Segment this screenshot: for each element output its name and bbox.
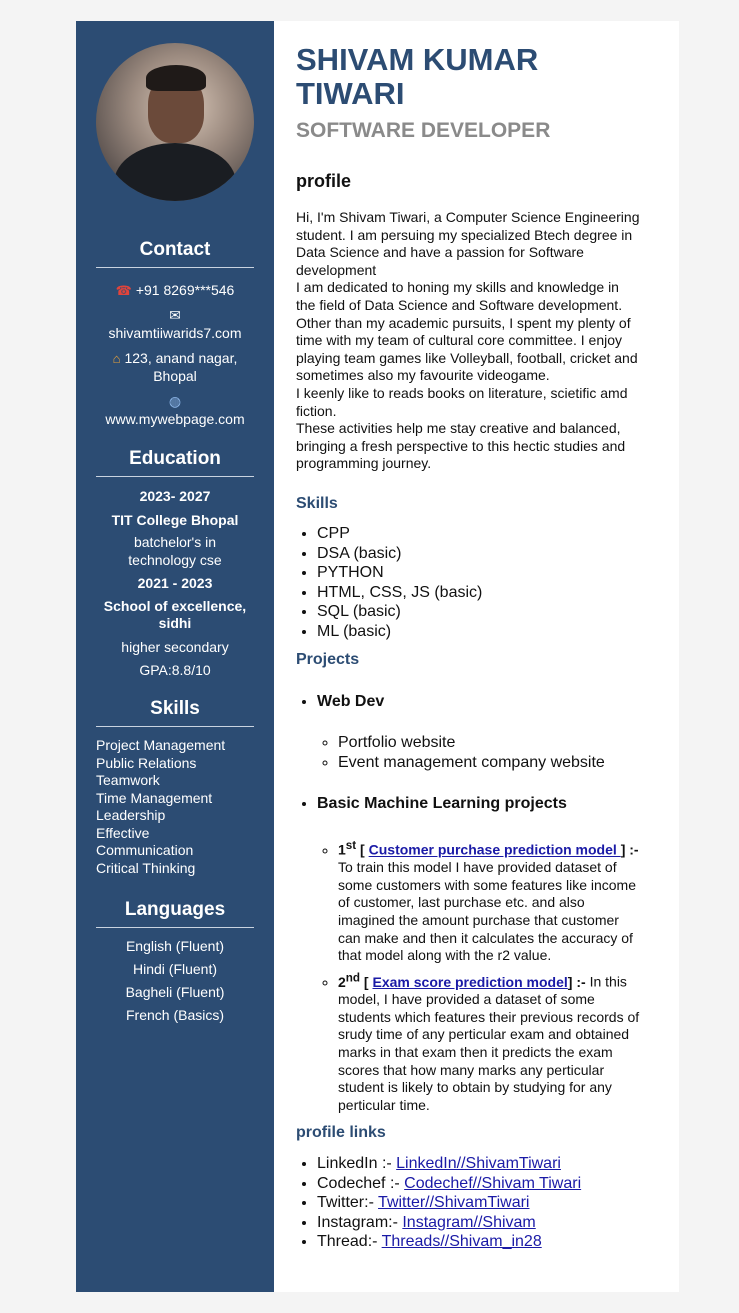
education-heading: Education [129, 448, 221, 469]
side-skill-item: Project Management [96, 737, 226, 753]
languages-heading: Languages [124, 899, 226, 920]
education-divider [96, 476, 254, 477]
side-skill-item: Effective [96, 824, 150, 841]
side-skill-item: Time Management [96, 789, 213, 806]
skill-item: • DSA (basic) [317, 544, 482, 564]
profile-text: Hi, I'm Shivam Tiwari, a Computer Science Engineering student. I am persuing my specialized Btech degree in Data Science and have a passion for Software development I am dedicated to honing my skills and knowledge in the field of Data Science and Software development. Other than my academic pursuits, I spent my plenty of time with my team of cultural core committee. I enjoy playing team games like Volleyball, football, cricket and sometimes also my favourite videogame. I keenly like to reads books on literature, scietific amd fiction. These activities help me stay creative and balanced, bringing a fresh perspective to this hectic studies and programming journey. [296, 209, 640, 472]
webdev-list [338, 733, 605, 772]
house-icon: ⌂ [112, 351, 121, 366]
threads-link[interactable]: Threads//Shivam_in28 [381, 1233, 542, 1250]
side-skills-heading: Skills [150, 698, 200, 719]
skill-item: • CPP [317, 524, 482, 544]
profile-link-item: • Thread:- Threads//Shivam_in28 [317, 1232, 581, 1252]
phone-icon: ☎ [115, 283, 132, 298]
profile-links-list [317, 1154, 581, 1252]
profile-links-heading: profile links [296, 1124, 386, 1141]
resume-page [76, 21, 679, 1292]
side-skill-item: Communication [96, 842, 194, 858]
ml-project-2-title: ◦ 2nd [ Exam score prediction model] :- In this [338, 971, 627, 990]
envelope-icon: ✉ [169, 307, 181, 323]
side-skills-list [96, 737, 261, 877]
edu-school-2a: School of excellence, [103, 598, 247, 614]
skill-item: • SQL (basic) [317, 602, 482, 622]
contact-email[interactable]: shivamtiiwarids7.com [108, 325, 242, 341]
full-name: SHIVAM KUMAR TIWARI [296, 42, 539, 111]
edu-school-2b: sidhi [158, 615, 192, 631]
project-group-title: • Basic Machine Learning projects [317, 795, 567, 813]
sidebar [76, 21, 274, 1292]
instagram-link[interactable]: Instagram//Shivam [402, 1213, 536, 1231]
webdev-item: ◦ Event management company website [338, 753, 605, 773]
edu-degree-1a: batchelor's in [133, 534, 217, 550]
language-item: Hindi (Fluent) [132, 961, 218, 977]
side-skills-divider [96, 726, 254, 727]
edu-gpa: GPA:8.8/10 [139, 662, 211, 678]
avatar-hair [146, 65, 206, 91]
language-item: Bagheli (Fluent) [125, 984, 225, 1000]
side-skill-item: Teamwork [96, 772, 160, 788]
twitter-link[interactable]: Twitter//ShivamTiwari [378, 1194, 530, 1211]
profile-link-item: • LinkedIn :- LinkedIn//ShivamTiwari [317, 1154, 581, 1174]
webdev-item: ◦ Portfolio website [338, 733, 605, 753]
contact-divider [96, 267, 254, 268]
edu-years-1: 2023- 2027 [139, 488, 211, 504]
projects-heading: Projects [296, 651, 360, 668]
language-item: English (Fluent) [125, 938, 225, 954]
exam-score-link[interactable]: Exam score prediction model [372, 973, 568, 990]
profile-heading: profile [296, 171, 352, 191]
project-group-ml [317, 795, 567, 813]
profile-link-item: • Instagram:- Instagram//Shivam [317, 1213, 581, 1233]
side-skill-item: Leadership [96, 807, 166, 823]
ml-project-2: ◦ 2nd [ Exam score prediction model] :- In this model, I have provided a dataset of some students which features their previous records of srudy time of any perticular exam and obtained marks in that exam then it predicts the exam scores that how many marks any perticular student is likely to obtain by studying for any perticular time. [338, 969, 660, 1114]
customer-purchase-link[interactable]: Customer purchase prediction model [368, 841, 621, 858]
languages-divider [96, 927, 254, 928]
edu-school-1: TIT College Bhopal [111, 512, 239, 528]
side-skill-item: Public Relations [96, 754, 197, 771]
skills-list [317, 524, 482, 641]
contact-address: ⌂ 123, anand nagar, [112, 350, 238, 366]
codechef-link[interactable]: Codechef//Shivam Tiwari [404, 1174, 582, 1192]
linkedin-link[interactable]: LinkedIn//ShivamTiwari [396, 1155, 561, 1172]
language-item: French (Basics) [125, 1007, 225, 1023]
job-title: SOFTWARE DEVELOPER [296, 119, 551, 142]
contact-address-city: Bhopal [153, 368, 197, 384]
edu-degree-1b: technology cse [128, 552, 222, 568]
edu-degree-2: higher secondary [121, 639, 229, 655]
project-group-webdev [317, 693, 384, 711]
project-group-title: • Web Dev [317, 693, 384, 711]
skill-item: • ML (basic) [317, 622, 482, 642]
skills-heading: Skills [296, 495, 338, 512]
globe-icon: ◍ [168, 393, 182, 409]
ml-project-1-title: ◦ 1st [ Customer purchase prediction model ] :- [338, 839, 639, 858]
skill-item: • HTML, CSS, JS (basic) [317, 583, 482, 603]
avatar [96, 43, 254, 201]
edu-years-2: 2021 - 2023 [137, 575, 213, 591]
skill-item: • PYTHON [317, 563, 482, 583]
contact-phone: ☎ +91 8269***546 [115, 282, 235, 298]
side-skill-item: Critical Thinking [96, 859, 196, 876]
ml-project-1: ◦ 1st [ Customer purchase prediction model ] :- To train this model I have provided dataset of some customers with some features like income of customer, last purchase etc. and also imagined the amount purchase that customer can make and then it calculates the accuracy of that model along with the r2 value. [338, 837, 660, 965]
contact-heading: Contact [139, 239, 211, 260]
profile-link-item: • Codechef :- Codechef//Shivam Tiwari [317, 1174, 581, 1194]
profile-link-item: • Twitter:- Twitter//ShivamTiwari [317, 1193, 581, 1213]
contact-website[interactable]: www.mywebpage.com [105, 411, 245, 427]
avatar-shirt [114, 143, 236, 201]
